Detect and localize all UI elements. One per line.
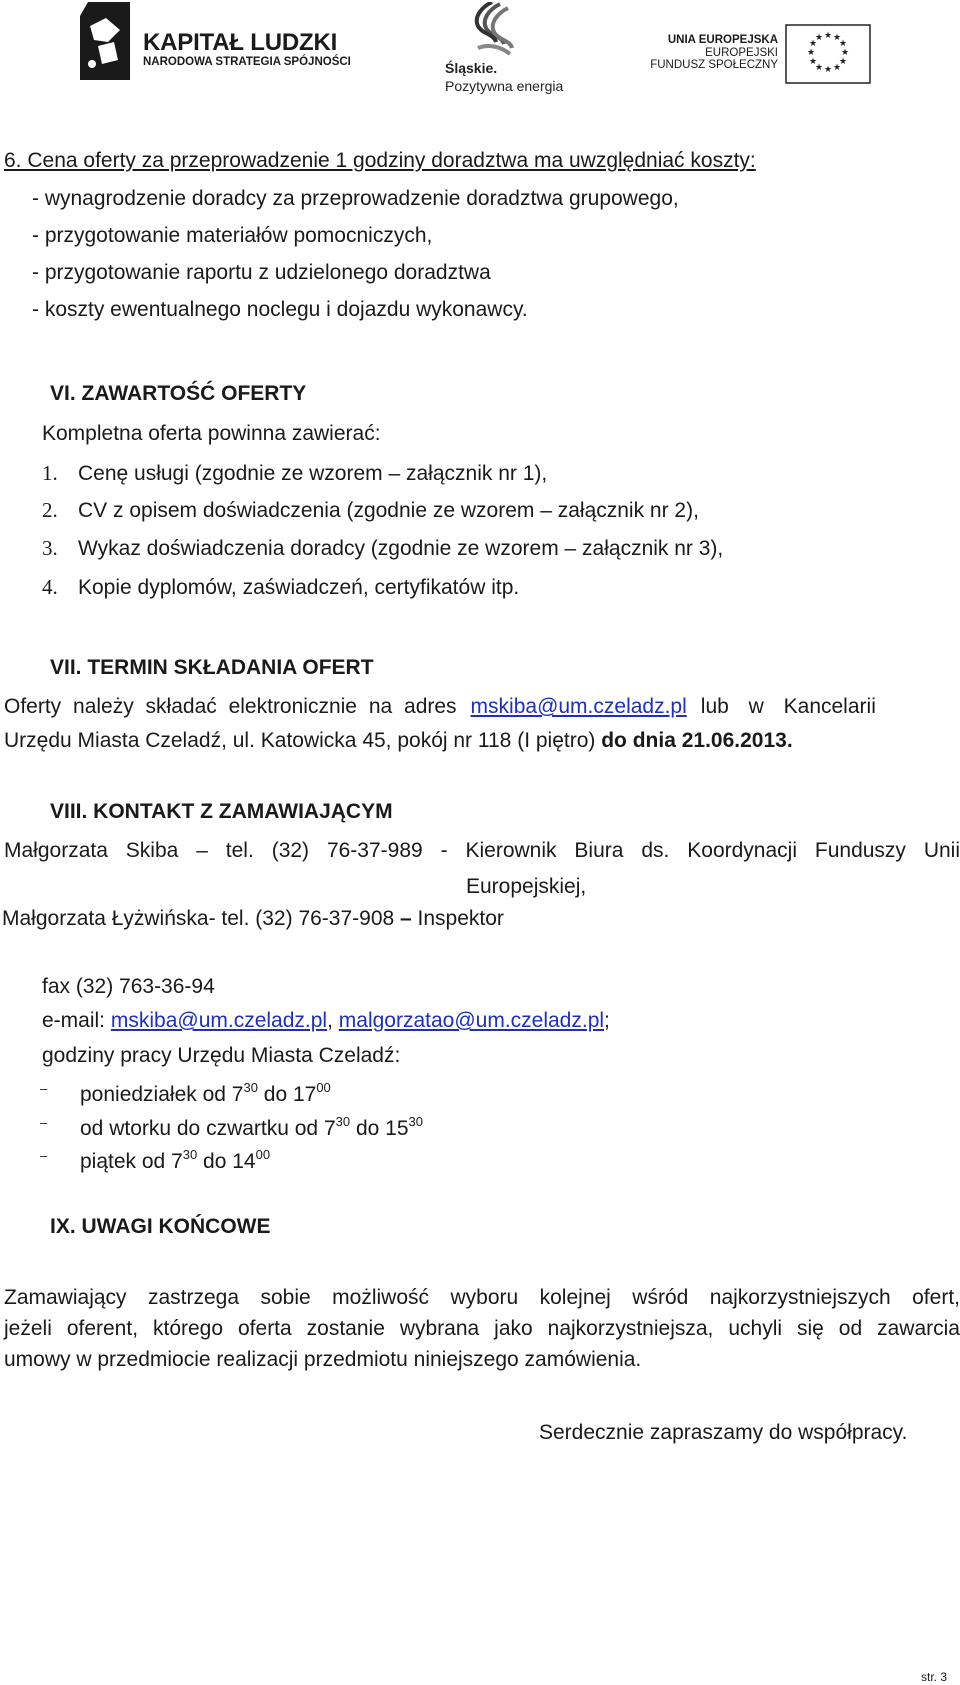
section-vii-text-end: lub w Kancelarii <box>700 695 876 718</box>
eu-line-2: EUROPEJSKI <box>705 47 778 59</box>
section-6-item: - przygotowanie raportu z udzielonego doradztwa <box>32 261 491 284</box>
list-item <box>42 497 699 524</box>
svg-text:★: ★ <box>840 48 850 58</box>
hours-item: – od wtorku do czwartku od $7^{30}$ do $15^{30}$ <box>40 1110 423 1142</box>
bullet-dash: – <box>40 1148 48 1163</box>
section-vii-line-2 <box>4 728 793 754</box>
section-viii-heading: VIII. KONTAKT Z ZAMAWIAJĄCYM <box>50 800 393 823</box>
list-item <box>42 460 547 487</box>
list-number: 2. <box>42 498 58 522</box>
svg-text:★: ★ <box>832 63 842 73</box>
section-6-item: - wynagrodzenie doradcy za przeprowadzenie doradztwa grupowego, <box>32 187 679 210</box>
svg-text:★: ★ <box>814 33 824 43</box>
list-text: Wykaz doświadczenia doradcy (zgodnie ze wzorem – załącznik nr 3), <box>78 537 724 560</box>
contact-2-line <box>2 906 504 932</box>
page-number: str. 3 <box>921 1670 948 1684</box>
email-label: e-mail: <box>42 1009 111 1032</box>
list-text: Cenę usługi (zgodnie ze wzorem – załącznik nr 1), <box>78 462 548 485</box>
section-6-item: - koszty ewentualnego noclegu i dojazdu wykonawcy. <box>32 298 528 321</box>
fax-line: fax (32) 763-36-94 <box>42 975 215 998</box>
section-ix-paragraph-line: jeżeli oferent, którego oferta zostanie wybrana jako najkorzystniejsza, uchyli się od zawarcia <box>4 1317 960 1340</box>
list-text: CV z opisem doświadczenia (zgodnie ze wzorem – załącznik nr 2), <box>78 499 699 522</box>
svg-text:★: ★ <box>808 57 818 67</box>
contact-2-dash: – <box>394 907 418 930</box>
svg-text:★: ★ <box>823 31 833 41</box>
section-6-item: - przygotowanie materiałów pomocniczych, <box>32 224 433 247</box>
list-item <box>42 574 519 601</box>
svg-text:★: ★ <box>814 63 824 73</box>
contact-1-line-2: Europejskiej, <box>466 875 587 898</box>
slaskie-slogan: Pozytywna energia <box>445 78 564 94</box>
email-link-mskiba[interactable]: mskiba@um.czeladz.pl <box>470 695 687 718</box>
list-number: 3. <box>42 536 58 560</box>
kapital-ludzki-title: KAPITAŁ LUDZKI <box>143 29 338 56</box>
kapital-ludzki-emblem-icon <box>80 2 130 80</box>
section-ix-paragraph-line: Zamawiający zastrzega sobie możliwość wyboru kolejnej wśród najkorzystniejszych ofert, <box>4 1286 960 1309</box>
hours-item: – poniedziałek od $7^{30}$ do $17^{00}$ <box>40 1076 331 1108</box>
svg-text:★: ★ <box>832 33 842 43</box>
section-ix-heading: IX. UWAGI KOŃCOWE <box>50 1215 271 1238</box>
svg-text:★: ★ <box>808 39 818 49</box>
section-vii-line-1 <box>4 694 960 720</box>
section-vii-address: Urzędu Miasta Czeladź, ul. Katowicka 45, pokój nr 118 (I piętro) <box>4 729 596 752</box>
section-vi-heading: VI. ZAWARTOŚĆ OFERTY <box>50 382 307 405</box>
slaskie-emblem-icon <box>470 2 516 60</box>
svg-text:★: ★ <box>806 48 816 58</box>
contact-2-role: Inspektor <box>417 907 504 930</box>
contact-2-name: Małgorzata Łyżwińska- tel. (32) 76-37-908 <box>2 907 395 930</box>
email-line <box>42 1008 610 1034</box>
contact-1-line-1: Małgorzata Skiba – tel. (32) 76-37-989 - Kierownik Biura ds. Koordynacji Funduszy Unii <box>4 839 960 862</box>
svg-text:★: ★ <box>823 65 833 75</box>
section-vii-heading: VII. TERMIN SKŁADANIA OFERT <box>50 656 374 679</box>
svg-text:★: ★ <box>838 57 848 67</box>
section-6-heading: 6. Cena oferty za przeprowadzenie 1 godziny doradztwa ma uwzględniać koszty: <box>4 149 756 172</box>
email-link-malgorzatao[interactable]: malgorzatao@um.czeladz.pl <box>338 1009 605 1032</box>
kapital-ludzki-subtitle: NARODOWA STRATEGIA SPÓJNOŚCI <box>143 56 351 68</box>
list-number: 4. <box>42 575 58 599</box>
bullet-dash: – <box>40 1115 48 1130</box>
section-vi-intro: Kompletna oferta powinna zawierać: <box>42 422 381 445</box>
eu-flag-icon <box>785 24 871 84</box>
closing-text: Serdecznie zapraszamy do współpracy. <box>539 1421 908 1444</box>
section-ix-paragraph-line: umowy w przedmiocie realizacji przedmiotu niniejszego zamówienia. <box>4 1348 642 1371</box>
hours-item: – piątek od $7^{30}$ do $14^{00}$ <box>40 1143 270 1175</box>
email-link-mskiba[interactable]: mskiba@um.czeladz.pl <box>110 1009 328 1032</box>
list-item <box>42 535 723 562</box>
section-vii-text: Oferty należy składać elektronicznie na adres <box>4 695 457 718</box>
email-separator: , <box>327 1009 339 1032</box>
slaskie-name: Śląskie. <box>445 60 498 76</box>
eu-line-1: UNIA EUROPEJSKA <box>667 34 778 46</box>
deadline-date: do dnia 21.06.2013. <box>601 729 793 752</box>
list-number: 1. <box>42 461 58 485</box>
svg-text:★: ★ <box>838 39 848 49</box>
eu-line-3: FUNDUSZ SPOŁECZNY <box>650 59 778 71</box>
list-text: Kopie dyplomów, zaświadczeń, certyfikatów itp. <box>78 576 520 599</box>
office-hours-title: godziny pracy Urzędu Miasta Czeladź: <box>42 1044 401 1067</box>
email-end: ; <box>604 1009 610 1032</box>
bullet-dash: – <box>40 1081 48 1096</box>
